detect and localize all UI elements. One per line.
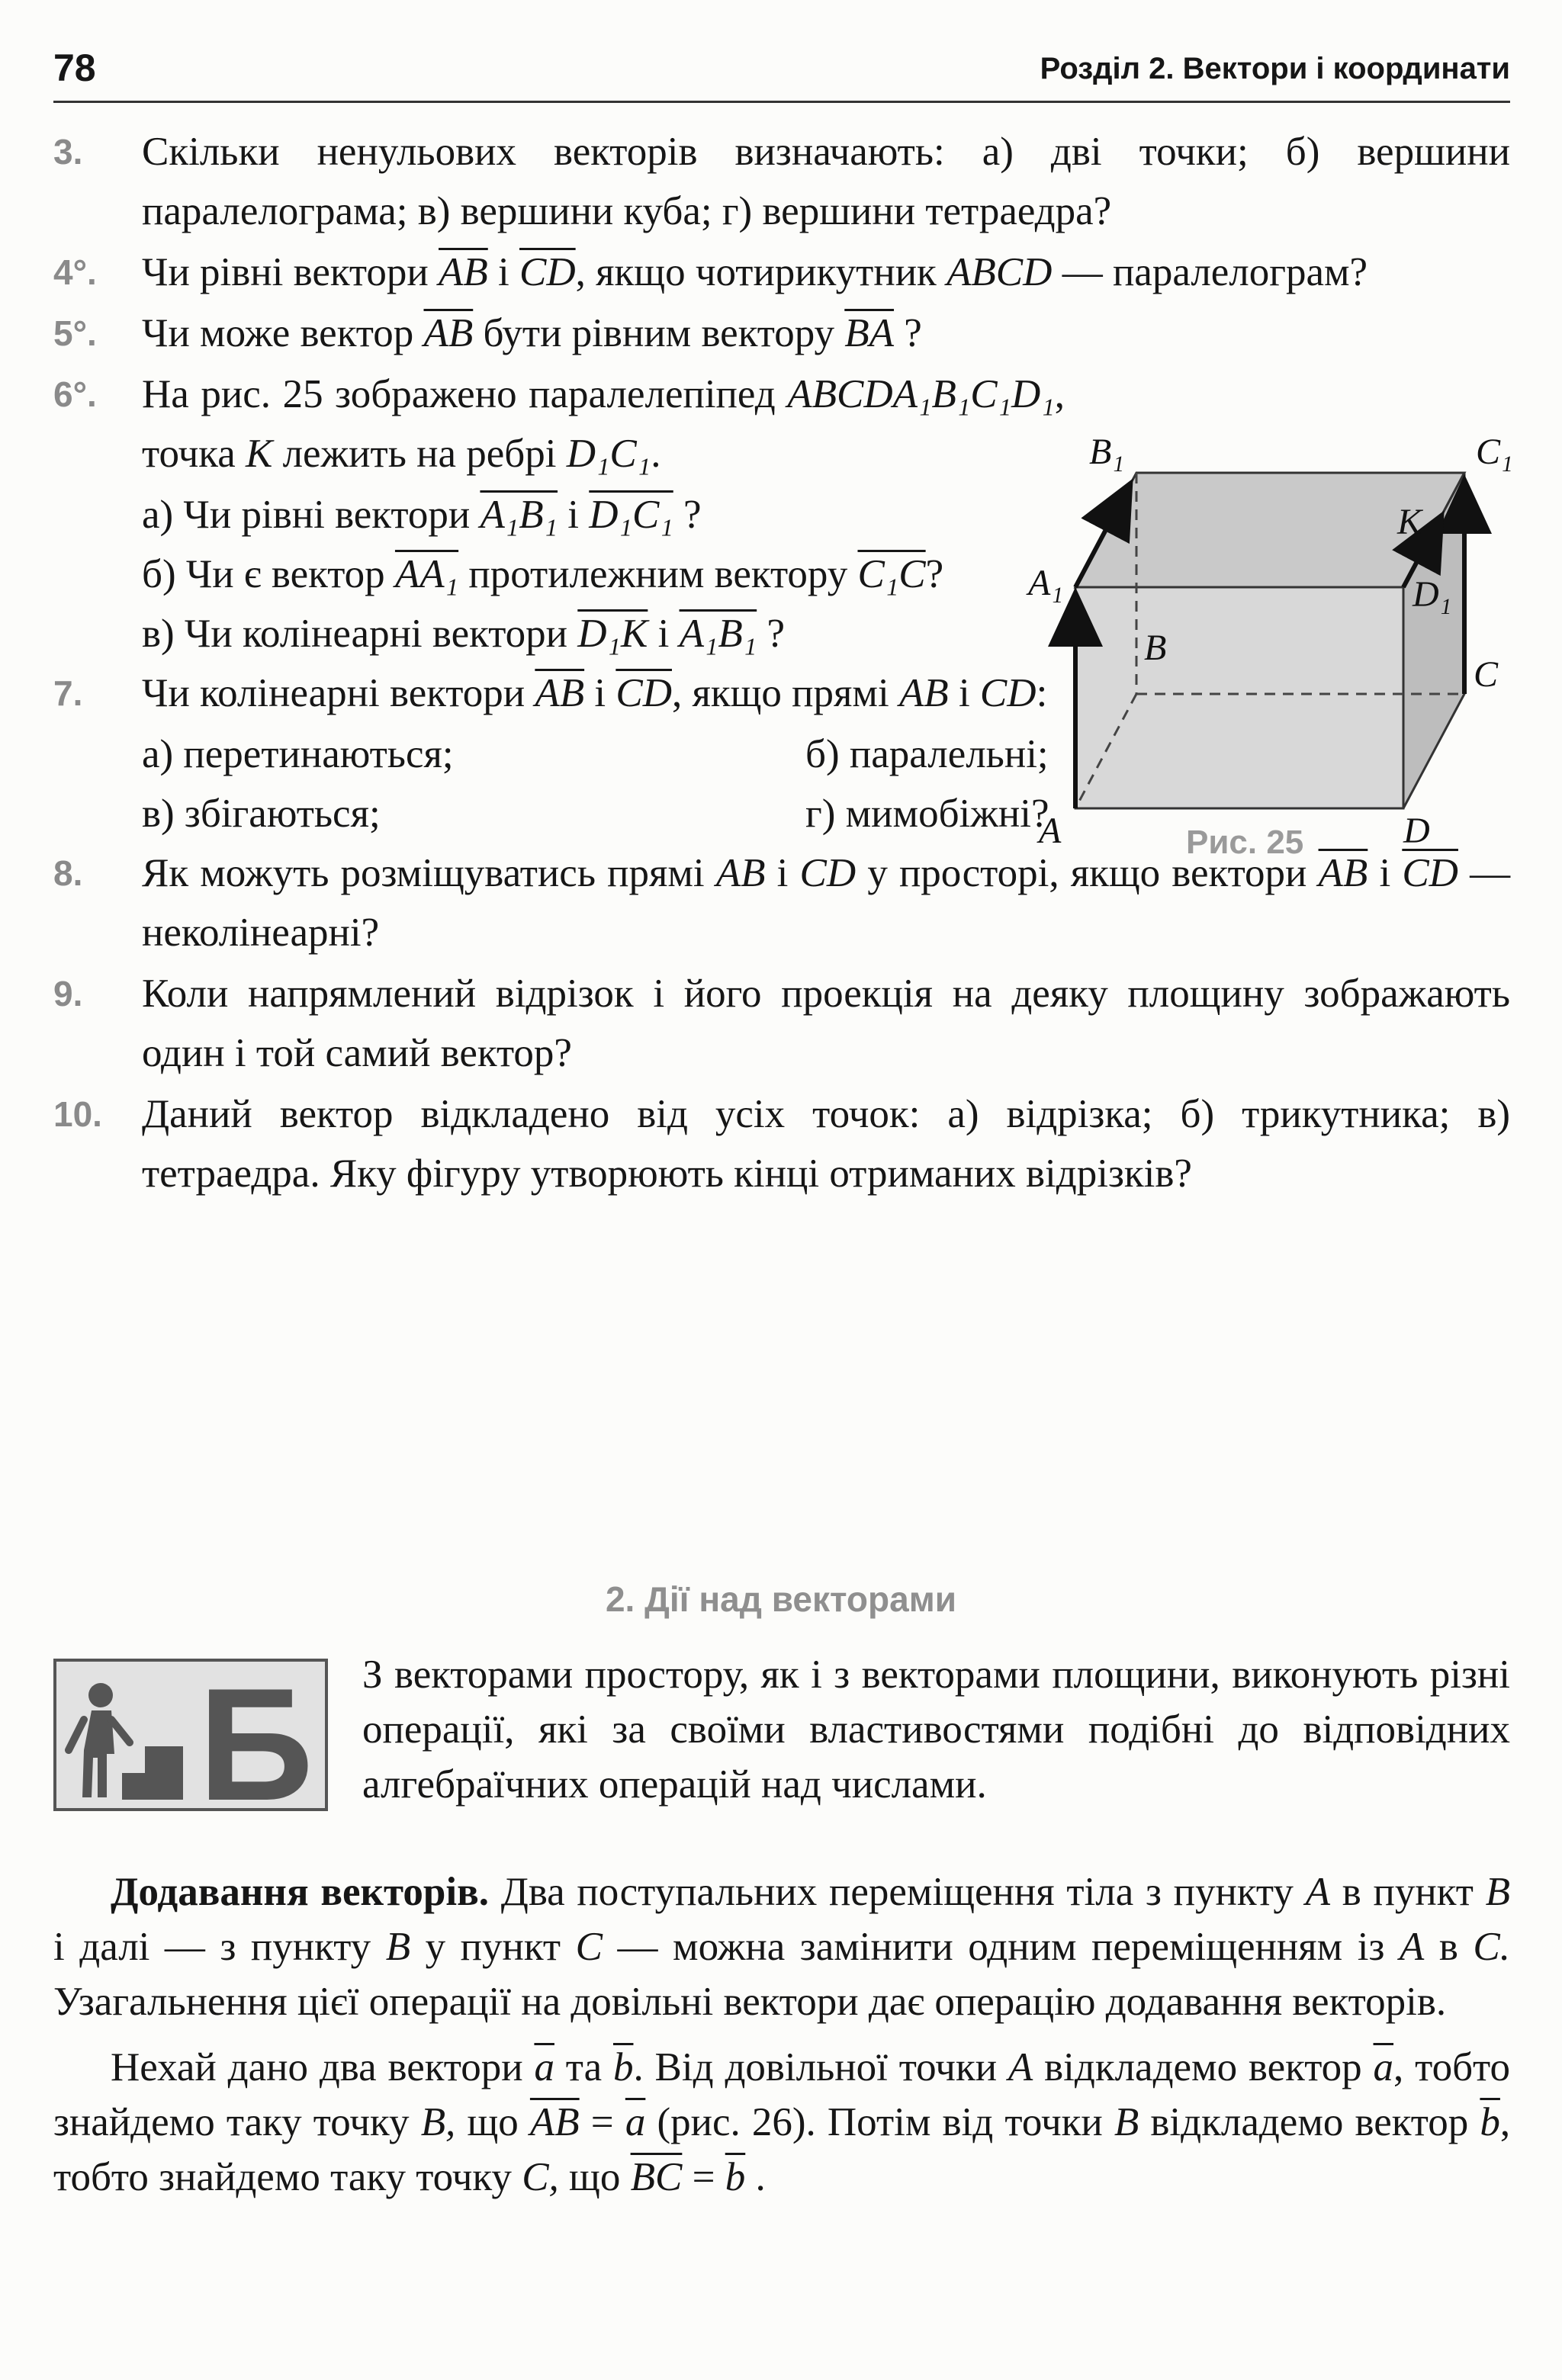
- question-6: [53, 365, 1065, 483]
- label-k: K: [1397, 502, 1422, 542]
- label-c: C: [1474, 654, 1499, 695]
- text: Як можуть розміщуватись прямі: [142, 851, 705, 895]
- page-header: [53, 46, 1510, 99]
- point-b: B,: [420, 2100, 456, 2144]
- vector-d1k: D₁K: [577, 612, 648, 656]
- text: Нехай дано два вектори: [111, 2045, 523, 2089]
- text: що: [467, 2100, 519, 2144]
- question-text: Скільки ненульових векторів визначають: а) дві точки; б) вершини паралелограма; в) вершини куба; г) вершини тетраедра?: [142, 130, 1510, 233]
- text: Чи може вектор: [142, 311, 414, 355]
- option-a: а) перетинаються;: [142, 732, 454, 776]
- chapter-title: Розділ 2. Вектори і координати: [1040, 52, 1510, 85]
- vector-aa1: AA₁: [394, 552, 459, 596]
- vector-b: $\overline{b}$: [725, 2155, 746, 2199]
- level-letter: Б: [198, 1659, 313, 1811]
- vector-ab: $\overline{AB}$: [529, 2100, 580, 2144]
- label-c1: C₁: [1476, 432, 1513, 472]
- point-c: C.: [1473, 1925, 1510, 1969]
- paragraph-two-vectors: [53, 2040, 1510, 2205]
- text: і: [498, 250, 509, 294]
- page-number: 78: [53, 47, 96, 89]
- label-d: D: [1403, 811, 1430, 851]
- question-6b: [53, 544, 1065, 604]
- text: , тобто знайдемо таку точку: [53, 2100, 1511, 2199]
- option-d: г) мимобіжні?: [805, 792, 1049, 836]
- question-9: [53, 964, 1510, 1083]
- question-6a: [53, 485, 1065, 544]
- vector-cd: $\overline{CD}$: [615, 671, 672, 715]
- text: — паралелограм?: [1062, 250, 1368, 294]
- label-d1: D₁: [1413, 574, 1452, 615]
- point-c: C: [575, 1925, 603, 1969]
- vector-d1c1: D₁C₁: [589, 493, 673, 537]
- point-k: K: [245, 432, 273, 476]
- question-5: [53, 304, 1065, 363]
- label-b1: B₁: [1089, 432, 1125, 472]
- question-number: 8.: [53, 853, 83, 893]
- label-b: B: [1144, 628, 1167, 668]
- point-b: B: [1114, 2100, 1139, 2144]
- text: .: [651, 432, 661, 476]
- parallelepiped-figure: [1022, 427, 1525, 885]
- text: ?: [904, 311, 922, 355]
- line-cd: CD: [799, 851, 857, 895]
- text: Два поступальних переміщення тіла з пункту: [500, 1870, 1294, 1914]
- vector-a1b1: A₁B₁: [679, 612, 757, 656]
- front-face: [1075, 587, 1403, 808]
- text: — можна замінити одним переміщенням із: [617, 1925, 1385, 1969]
- text: відкладемо вектор: [1150, 2100, 1469, 2144]
- question-number: 4°.: [53, 252, 97, 292]
- question-4: [53, 242, 1510, 302]
- question-text: Даний вектор відкладено від усіх точок: а) відрізка; б) трикутника; в) тетраедра. Яку фігуру утворюють кінці отриманих відрізків?: [142, 1092, 1510, 1196]
- level-b-icon: [53, 1659, 328, 1811]
- line-cd: CD: [979, 671, 1037, 715]
- vector-ab: $\overline{AB}$: [535, 671, 585, 715]
- text: ?: [925, 552, 944, 596]
- text: протилежним вектору: [468, 552, 848, 596]
- text: :: [1036, 671, 1048, 715]
- text: і: [657, 612, 670, 656]
- question-number: 10.: [53, 1094, 102, 1134]
- question-number: 5°.: [53, 313, 97, 353]
- point-b: B: [385, 1925, 411, 1969]
- text: і далі — з пункту: [53, 1925, 371, 1969]
- text: б) Чи є вектор: [142, 552, 385, 596]
- text: (рис. 26). Потім від точки: [657, 2100, 1103, 2144]
- text: Чи рівні вектори: [142, 250, 429, 294]
- text: в пункт: [1342, 1870, 1474, 1914]
- question-3: [53, 122, 1510, 241]
- text: , якщо чотирикутник: [575, 250, 937, 294]
- vector-a: $\overline{a}$: [534, 2045, 554, 2089]
- text: у просторі, якщо вектори: [867, 851, 1307, 895]
- text: і: [1379, 851, 1391, 895]
- vector-a: $\overline{a}$: [625, 2100, 646, 2144]
- vector-cd: $\overline{CD}$: [1402, 851, 1458, 895]
- text: лежить на ребрі: [282, 432, 557, 476]
- vector-b: $\overline{b}$: [612, 2045, 634, 2089]
- point-a: A: [1399, 1925, 1425, 1969]
- edge-d1c1: D₁C₁: [566, 432, 651, 476]
- vector-ab: $\overline{AB}$: [439, 250, 488, 294]
- text: — неколінеарні?: [142, 851, 1511, 955]
- point-a: A: [1008, 2045, 1033, 2089]
- section-body: [53, 1864, 1510, 2215]
- text: відкладемо вектор: [1044, 2045, 1362, 2089]
- vector-ab: $\overline{AB}$: [423, 311, 474, 355]
- term-vector-addition: Додавання векторів.: [111, 1870, 489, 1914]
- text: і: [594, 671, 606, 715]
- question-text: Коли напрямлений відрізок і його проекція на деяку площину зображають один і той самий вектор?: [142, 972, 1510, 1075]
- text: бути рівним вектору: [483, 311, 835, 355]
- header-rule: [53, 101, 1510, 103]
- text: в: [1438, 1925, 1458, 1969]
- text: , якщо прямі: [671, 671, 889, 715]
- text: Чи колінеарні вектори: [142, 671, 525, 715]
- figure-caption: Рис. 25: [1186, 824, 1304, 861]
- text: а) Чи рівні вектори: [142, 493, 471, 537]
- vector-bc: $\overline{BC}$: [630, 2155, 683, 2199]
- point-b: B: [1485, 1870, 1511, 1914]
- option-c: в) збігаються;: [142, 792, 381, 836]
- equals-sign: =: [590, 2100, 614, 2144]
- vector-ba: $\overline{BA}$: [844, 311, 895, 355]
- section-title: 2. Дії над векторами: [605, 1579, 957, 1619]
- question-10: [53, 1084, 1510, 1203]
- vector-ab: $\overline{AB}$: [1318, 851, 1368, 895]
- quadrilateral-name: ABCD: [947, 250, 1053, 294]
- question-number: 9.: [53, 974, 83, 1013]
- text: та: [565, 2045, 603, 2089]
- text: і: [776, 851, 789, 895]
- question-number: 3.: [53, 132, 83, 172]
- text: Узагальнення цієї операції на довільні вектори дає операцію додавання векторів.: [53, 1980, 1447, 2024]
- vector-a1b1: A₁B₁: [480, 493, 558, 537]
- question-number: 6°.: [53, 374, 97, 414]
- text: , точка: [142, 372, 1065, 476]
- text: і: [958, 671, 970, 715]
- vector-c1c: C₁C: [857, 552, 926, 596]
- vector-cd: $\overline{CD}$: [519, 250, 576, 294]
- label-a1: A₁: [1028, 563, 1064, 603]
- text: . Від довільної точки: [633, 2045, 998, 2089]
- line-ab: AB: [715, 851, 766, 895]
- text: ?: [767, 612, 785, 656]
- text: На рис. 25 зображено паралелепіпед: [142, 372, 776, 416]
- paragraph-vector-addition: [53, 1864, 1510, 2029]
- text: в) Чи колінеарні вектори: [142, 612, 568, 656]
- point-c: C,: [522, 2155, 559, 2199]
- point-a: A: [1305, 1870, 1330, 1914]
- question-number: 7.: [53, 673, 83, 713]
- option-b: б) паралельні;: [805, 732, 1049, 776]
- section-intro: З векторами простору, як і з векторами площини, виконують різні операції, які за своїми властивостями подібні до відповідних алгебраїчних операцій над числами.: [362, 1653, 1510, 1807]
- text: .: [755, 2155, 766, 2199]
- vector-a: $\overline{a}$: [1373, 2045, 1394, 2089]
- label-a: A: [1039, 811, 1062, 851]
- line-ab: AB: [898, 671, 949, 715]
- text: , тобто знайдемо таку точку: [53, 2045, 1511, 2144]
- text: у пункт: [425, 1925, 561, 1969]
- text: ?: [683, 493, 702, 537]
- text: що: [569, 2155, 621, 2199]
- parallelepiped-name: ABCDA₁B₁C₁D₁: [787, 372, 1055, 416]
- equals-sign: =: [692, 2155, 715, 2199]
- vector-b: $\overline{b}$: [1480, 2100, 1500, 2144]
- text: і: [567, 493, 580, 537]
